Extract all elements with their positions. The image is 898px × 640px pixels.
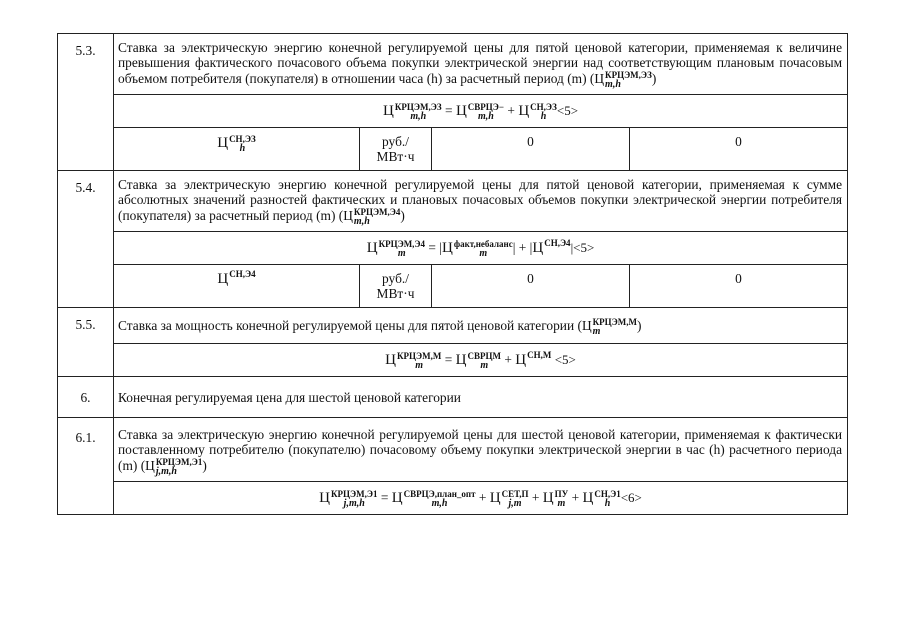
row-description <box>114 418 848 482</box>
inline-symbol: (Ц КРЦЭМ,Э4 m,h ) <box>338 207 405 227</box>
inline-symbol: (Ц КРЦЭМ,М m ) <box>577 317 642 337</box>
row-5-5 <box>58 308 848 344</box>
param-value-2: 0 <box>630 265 848 308</box>
param-value-1: 0 <box>432 128 630 171</box>
row-5-3-formula <box>58 95 848 128</box>
row-description <box>114 171 848 232</box>
row-number: 5.5. <box>58 308 114 377</box>
formula: Ц КРЦЭМ,Э4 m = |Ц факт,небаланс m | + $|Ц^{СН,Э4}|<5>$ <box>114 232 848 265</box>
description-text: Ставка за электрическую энергию конечной регулируемой цены для пятой ценовой категории, применяемая к величине превышения фактического почасового объема покупки электрической энергии над соответствующим плановым почасовым объемом потребителя (покупателя) в отношении часа (h) за расчетный период (m) <box>118 40 843 87</box>
row-number: 6. <box>58 377 114 418</box>
row-5-3-param <box>58 128 848 171</box>
row-description <box>114 34 848 95</box>
row-6-1 <box>58 418 848 482</box>
param-unit: руб./ МВт·ч <box>360 265 432 308</box>
inline-symbol: (Ц КРЦЭМ,Э1 j,m,h ) <box>140 457 207 477</box>
param-value-2: 0 <box>630 128 848 171</box>
description-text: Ставка за мощность конечной регулируемой цены для пятой ценовой категории <box>118 318 575 334</box>
param-symbol: Ц СН,ЭЗ h <box>114 128 360 171</box>
param-symbol: $Ц^{СН,Э4}$ <box>114 265 360 308</box>
row-5-3 <box>58 34 848 95</box>
formula: Ц КРЦЭМ,ЭЗ m,h = Ц СВРЦЭ− m,h + Ц СН,ЭЗ h <5> <box>114 95 848 128</box>
row-6-1-formula <box>58 482 848 515</box>
row-description <box>114 308 848 344</box>
tariff-table <box>57 33 848 515</box>
formula: Ц КРЦЭМ,Э1 j,m,h = Ц СВРЦЭ,план_опт m,h + Ц СЕТ,П j,m + Ц ПУ m + Ц СН,Э1 h <6> <box>114 482 848 515</box>
row-5-4-param <box>58 265 848 308</box>
row-5-5-formula <box>58 344 848 377</box>
row-number: 5.3. <box>58 34 114 171</box>
row-5-4 <box>58 171 848 232</box>
param-value-1: 0 <box>432 265 630 308</box>
formula: Ц КРЦЭМ,М m = Ц СВРЦМ m + $Ц^{СН,М} <5>$ <box>114 344 848 377</box>
row-6 <box>58 377 848 418</box>
inline-symbol: (Ц КРЦЭМ,ЭЗ m,h ) <box>589 70 657 90</box>
description-text: Ставка за электрическую энергию конечной регулируемой цены для пятой ценовой категории, применяемая к сумме абсолютных значений разностей фактических и плановых почасовых объемов покупки электрической энергии потребителя (покупателя) за расчетный период (m) <box>118 177 843 224</box>
param-unit: руб./ МВт·ч <box>360 128 432 171</box>
description-text: Ставка за электрическую энергию конечной регулируемой цены для шестой ценовой категории, применяемая к фактически поставленному потребителю (покупателю) почасовому объему покупки электрической энергии в час (h) расчетного периода (m) <box>118 427 843 474</box>
row-number: 6.1. <box>58 418 114 515</box>
row-5-4-formula <box>58 232 848 265</box>
row-description: Конечная регулируемая цена для шестой ценовой категории <box>114 377 848 418</box>
row-number: 5.4. <box>58 171 114 308</box>
